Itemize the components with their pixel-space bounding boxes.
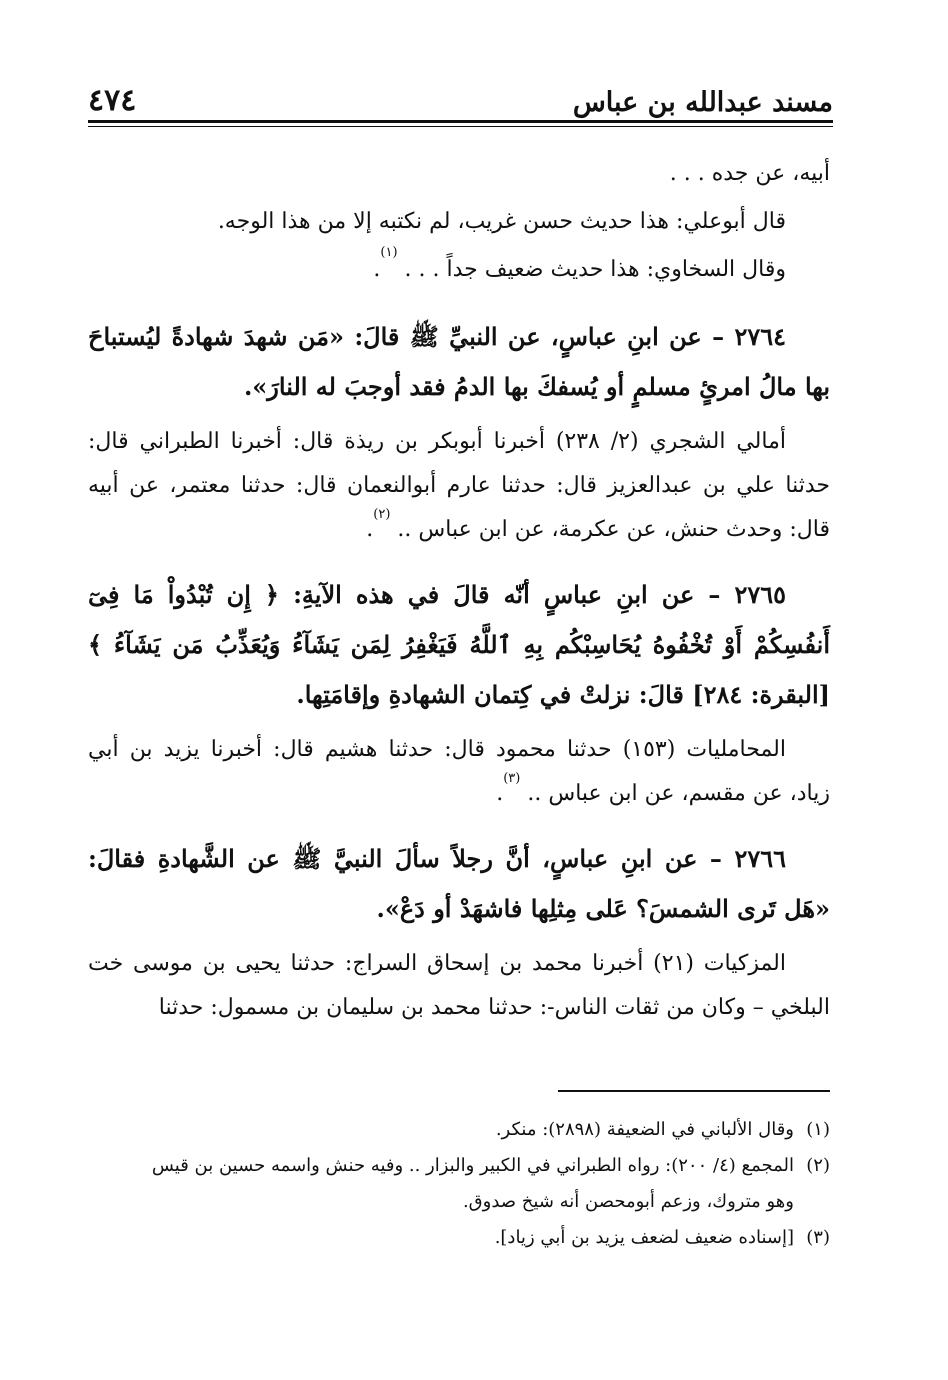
page-number: ٤٧٤ (88, 83, 137, 118)
footnote-ref: (٢) (373, 507, 391, 522)
running-title: مسند عبدالله بن عباس (572, 87, 833, 118)
hadith-text: قالَ: نزلتْ في كِتمان الشهادةِ وإقامَتِها. (296, 680, 684, 709)
punctuation: . (366, 517, 374, 542)
main-text (88, 150, 830, 1030)
punctuation: . (373, 257, 381, 282)
footnote-rule (558, 1090, 830, 1092)
hadith-2764: ٢٧٦٤ – عن ابنِ عباسٍ، عن النبيِّ ﷺ قالَ: «مَن شهدَ شهادةً ليُستباحَ بها مالُ امرئٍ مسلمٍ أو يُسفكَ بها الدمُ فقد أوجبَ له النارَ». (88, 322, 830, 401)
hadith-2764-source (88, 420, 830, 552)
footnote-text: وقال الألباني في الضعيفة (٢٨٩٨): منكر. (495, 1119, 794, 1140)
intro-line: قال أبوعلي: هذا حديث حسن غريب، لم نكتبه إلا من هذا الوجه. (217, 209, 786, 234)
intro-line: أبيه، عن جده . . . (669, 161, 830, 186)
quran-reference: [البقرة: ٢٨٤] (692, 680, 830, 709)
footnote (88, 1148, 830, 1184)
footnote (88, 1112, 830, 1148)
hadith-2765-source (88, 728, 830, 816)
footnote-number: (٣) (806, 1227, 830, 1248)
footnote (88, 1220, 830, 1256)
punctuation: . (496, 781, 504, 806)
hadith-text: ٢٧٦٥ – عن ابنِ عباسٍ أنّه قالَ في هذه الآيةِ: (293, 580, 786, 609)
quran-verse: ﴿ إِن تُبْدُواْ مَا فِىٓ أَنفُسِكُمْ أَوْ تُخْفُوهُ يُحَاسِبْكُم بِهِ ٱللَّهُ فَيَغْفِرُ لِمَن يَشَآءُ وَيُعَذِّبُ مَن يَشَآءُ ﴾ (88, 580, 830, 659)
header-rule (88, 120, 833, 123)
hadith-2766: ٢٧٦٦ – عن ابنِ عباسٍ، أنَّ رجلاً سألَ النبيَّ ﷺ عن الشَّهادةِ فقالَ: «هَل تَرى الشمسَ؟ عَلى مِثلِها فاشهَدْ أو دَعْ». (88, 844, 830, 923)
intro-text: وقال السخاوي: هذا حديث ضعيف جداً . . . (404, 257, 786, 282)
footnote-number: (١) (806, 1119, 830, 1140)
hadith-2765 (88, 570, 830, 720)
source-text: المحامليات (١٥٣) حدثنا محمود قال: حدثنا هشيم قال: أخبرنا يزيد بن أبي زياد، عن مقسم، عن ابن عباس .. (88, 737, 830, 806)
footnote-text: [إسناده ضعيف لضعف يزيد بن أبي زياد]. (494, 1227, 794, 1248)
intro-line (88, 246, 830, 294)
footnotes (88, 1112, 830, 1256)
hadith-2766-source: المزكيات (٢١) أخبرنا محمد بن إسحاق السراج: حدثنا يحيى بن موسى خت البلخي – وكان من ثقات الناس-: حدثنا محمد بن سليمان بن مسمول: حدثنا (88, 951, 830, 1020)
footnote-number: (٢) (806, 1155, 830, 1176)
source-text: أمالي الشجري (٢/ ٢٣٨) أخبرنا أبوبكر بن ريذة قال: أخبرنا الطبراني قال: حدثنا علي بن عبدالعزيز قال: حدثنا عارم أبوالنعمان قال: حدثنا معتمر، عن أبيه قال: وحدث حنش، عن عكرمة، عن ابن عباس .. (88, 429, 830, 542)
footnote-ref: (١) (380, 245, 398, 260)
page-header (88, 78, 833, 118)
header-rule-thin (88, 126, 833, 127)
footnote-text: المجمع (٤/ ٢٠٠): رواه الطبراني في الكبير والبزار .. وفيه حنش واسمه حسين بن قيس (151, 1155, 794, 1176)
footnote-ref: (٣) (503, 771, 521, 786)
footnote-continuation: وهو متروك، وزعم أبومحصن أنه شيخ صدوق. (462, 1191, 794, 1212)
